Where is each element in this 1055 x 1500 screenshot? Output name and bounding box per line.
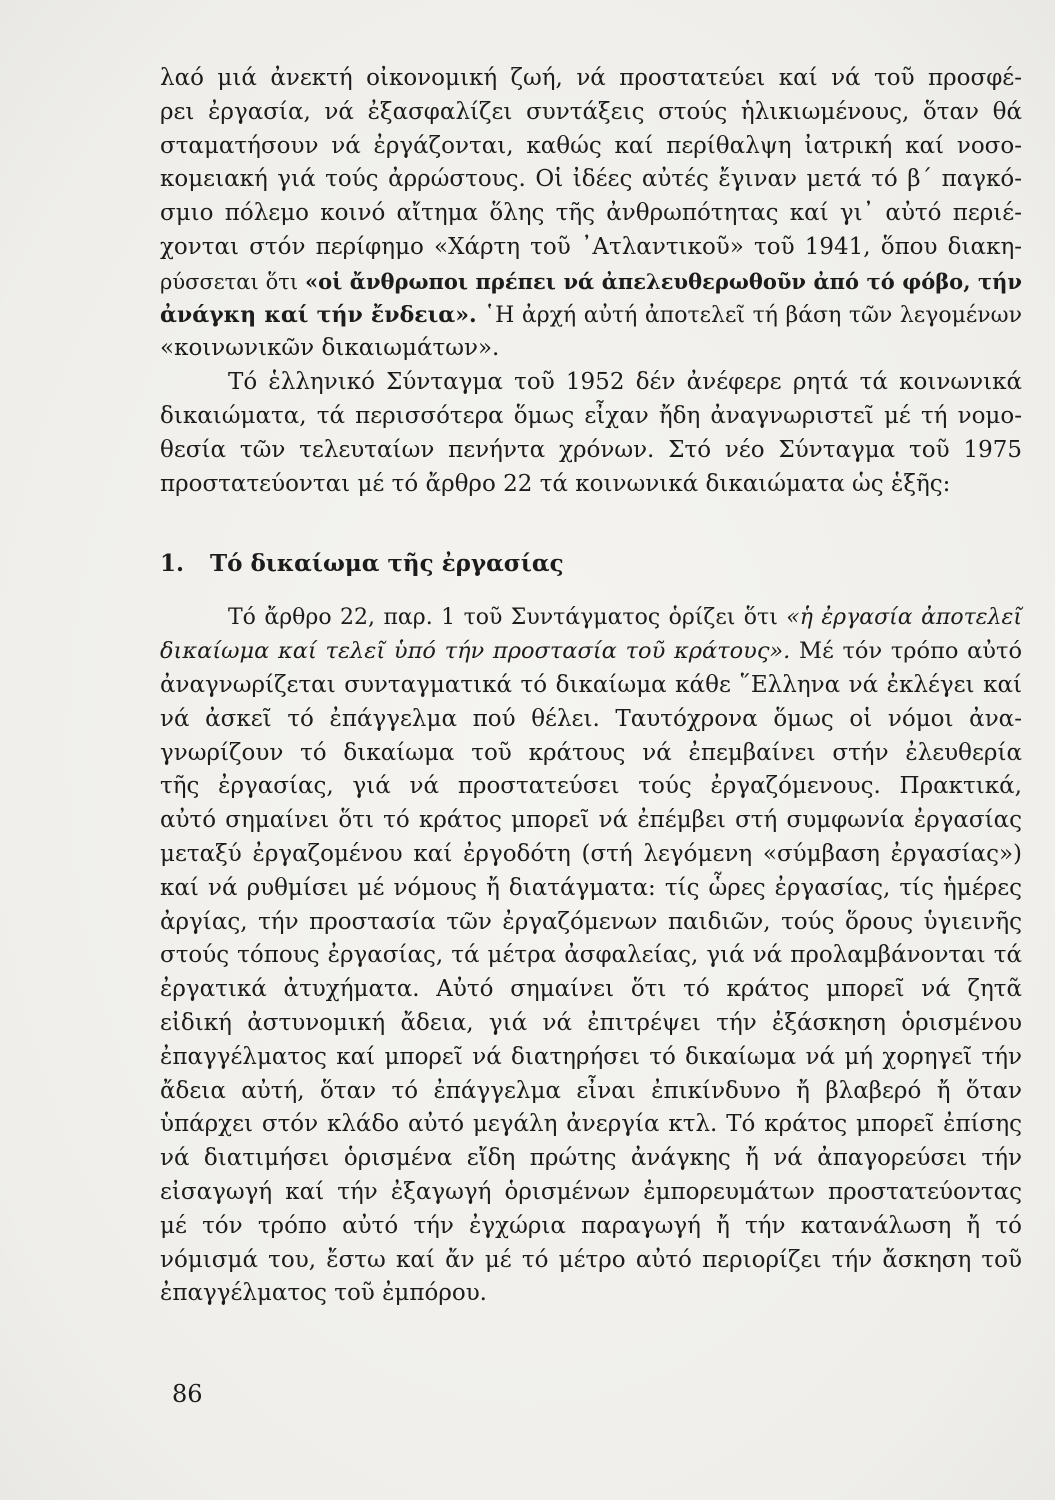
text-line bbox=[160, 299, 1022, 333]
text-line: σταματήσουν νά ἐργάζονται, καθώς καί περίθαλψη ἰατρική καί νοσο- bbox=[160, 132, 1022, 159]
paragraph-constitution bbox=[160, 366, 1022, 501]
text-line: μέ τόν τρόπο αὐτό τήν ἐγχώρια παραγωγή ἤ τήν κατανάλωση ἤ τό bbox=[160, 1212, 1022, 1239]
text-line: ἐπαγγέλματος καί μπορεῖ νά διατηρήσει τό δικαίωμα νά μή χορηγεῖ τήν bbox=[160, 1043, 1022, 1070]
article-quote-end: δικαίωμα καί τελεῖ ὑπό τήν προστασία τοῦ κράτους». bbox=[160, 638, 791, 665]
section-heading bbox=[160, 547, 1022, 581]
text-line: μεταξύ ἐργαζομένου καί ἐργοδότη (στή λεγόμενη «σύμβαση ἐργασίας») bbox=[160, 840, 1022, 867]
text-line: ἐπαγγέλματος τοῦ ἐμπόρου. bbox=[160, 1280, 487, 1307]
text-run: Τό ἄρθρο 22, παρ. 1 τοῦ Συντάγματος ὁρίζει ὅτι bbox=[228, 605, 787, 631]
text-line: ἀργίας, τήν προστασία τῶν ἐργαζόμενων παιδιῶν, τούς ὅρους ὑγιεινῆς bbox=[160, 908, 1022, 935]
page-body bbox=[160, 62, 1022, 1311]
text-line: νά διατιμήσει ὁρισμένα εἴδη πρώτης ἀνάγκης ἤ νά ἀπαγορεύσει τήν bbox=[160, 1145, 1022, 1172]
text-line: προστατεύονται μέ τό ἄρθρο 22 τά κοινωνικά δικαιώματα ὡς ἑξῆς: bbox=[160, 470, 951, 497]
paragraph-article bbox=[160, 601, 1022, 1311]
text-line: εἰδική ἀστυνομική ἄδεια, γιά νά ἐπιτρέψει τήν ἐξάσκηση ὁρισμένου bbox=[160, 1009, 1022, 1036]
text-line: λαό μιά ἀνεκτή οἰκονομική ζωή, νά προστατεύει καί νά τοῦ προσφέ- bbox=[160, 65, 1022, 91]
text-line: κομειακή γιά τούς ἀρρώστους. Οἱ ἰδέες αὐτές ἔγιναν μετά τό β΄ παγκό- bbox=[160, 166, 1022, 193]
text-line: καί νά ρυθμίσει μέ νόμους ἤ διατάγματα: τίς ὧρες ἐργασίας, τίς ἡμέρες bbox=[160, 874, 1022, 901]
section-number: 1. bbox=[160, 550, 185, 578]
text-line: σμιο πόλεμο κοινό αἴτημα ὅλης τῆς ἀνθρωπότητας καί γι᾽ αὐτό περιέ- bbox=[160, 200, 1022, 227]
text-line: εἰσαγωγή καί τήν ἐξαγωγή ὁρισμένων ἐμπορευμάτων προστατεύοντας bbox=[160, 1178, 1022, 1205]
text-line: ἐργατικά ἀτυχήματα. Αὐτό σημαίνει ὅτι τό κράτος μπορεῖ νά ζητᾶ bbox=[160, 976, 1022, 1003]
text-line bbox=[160, 601, 1022, 635]
text-run: ῾Η ἀρχή αὐτή ἀποτελεῖ τή βάση τῶν λεγομένων bbox=[476, 302, 1022, 328]
text-line: ἀναγνωρίζεται συνταγματικά τό δικαίωμα κάθε ῞Ελληνα νά ἐκλέγει καί bbox=[160, 671, 1022, 698]
text-line: στούς τόπους ἐργασίας, τά μέτρα ἀσφαλείας, γιά νά προλαμβάνονται τά bbox=[160, 942, 1022, 969]
text-run: Μέ τόν τρόπο αὐτό bbox=[790, 638, 1022, 665]
text-line: «κοινωνικῶν δικαιωμάτων». bbox=[160, 335, 500, 362]
text-line: αὐτό σημαίνει ὅτι τό κράτος μπορεῖ νά ἐπέμβει στή συμφωνία ἐργασίας bbox=[160, 807, 1022, 834]
text-line bbox=[160, 635, 1022, 669]
text-line: ἄδεια αὐτή, ὅταν τό ἐπάγγελμα εἶναι ἐπικίνδυνο ἤ βλαβερό ἤ ὅταν bbox=[160, 1077, 1022, 1104]
text-line bbox=[160, 265, 1022, 299]
atlantic-charter-quote-end: ἀνάγκη καί τήν ἔνδεια». bbox=[160, 301, 477, 328]
text-line: Τό ἑλληνικό Σύνταγμα τοῦ 1952 δέν ἀνέφερε ρητά τά κοινωνικά bbox=[228, 369, 1022, 396]
text-line: νά ἀσκεῖ τό ἐπάγγελμα πού θέλει. Ταυτόχρονα ὅμως οἱ νόμοι ἀνα- bbox=[160, 705, 1022, 732]
article-quote: «ἡ ἐργασία ἀποτελεῖ bbox=[786, 605, 1022, 631]
text-line: τῆς ἐργασίας, γιά νά προστατεύσει τούς ἐργαζόμενους. Πρακτικά, bbox=[160, 773, 1022, 800]
text-line: θεσία τῶν τελευταίων πενήντα χρόνων. Στό νέο Σύνταγμα τοῦ 1975 bbox=[160, 436, 1022, 463]
text-line: δικαιώματα, τά περισσότερα ὅμως εἶχαν ἤδη ἀναγνωριστεῖ μέ τή νομο- bbox=[160, 402, 1022, 429]
text-line: γνωρίζουν τό δικαίωμα τοῦ κράτους νά ἐπεμβαίνει στήν ἐλευθερία bbox=[160, 739, 1022, 766]
text-line: ρει ἐργασία, νά ἐξασφαλίζει συντάξεις στούς ἡλικιωμένους, ὅταν θά bbox=[160, 98, 1022, 125]
text-line: χονται στόν περίφημο «Χάρτη τοῦ ᾽Ατλαντικοῦ» τοῦ 1941, ὅπου διακη- bbox=[160, 233, 1022, 260]
page-number: 86 bbox=[172, 1380, 203, 1408]
text-line: νόμισμά του, ἔστω καί ἄν μέ τό μέτρο αὐτό περιορίζει τήν ἄσκηση τοῦ bbox=[160, 1246, 1022, 1273]
paragraph-intro bbox=[160, 62, 1022, 366]
atlantic-charter-quote: «οἱ ἄνθρωποι πρέπει νά ἀπελευθερωθοῦν ἀπό τό φόβο, τήν bbox=[304, 268, 1022, 294]
section-title: Τό δικαίωμα τῆς ἐργασίας bbox=[210, 550, 564, 578]
text-line: ὑπάρχει στόν κλάδο αὐτό μεγάλη ἀνεργία κτλ. Τό κράτος μπορεῖ ἐπίσης bbox=[160, 1111, 1022, 1138]
text-run: ρύσσεται ὅτι bbox=[160, 269, 305, 294]
